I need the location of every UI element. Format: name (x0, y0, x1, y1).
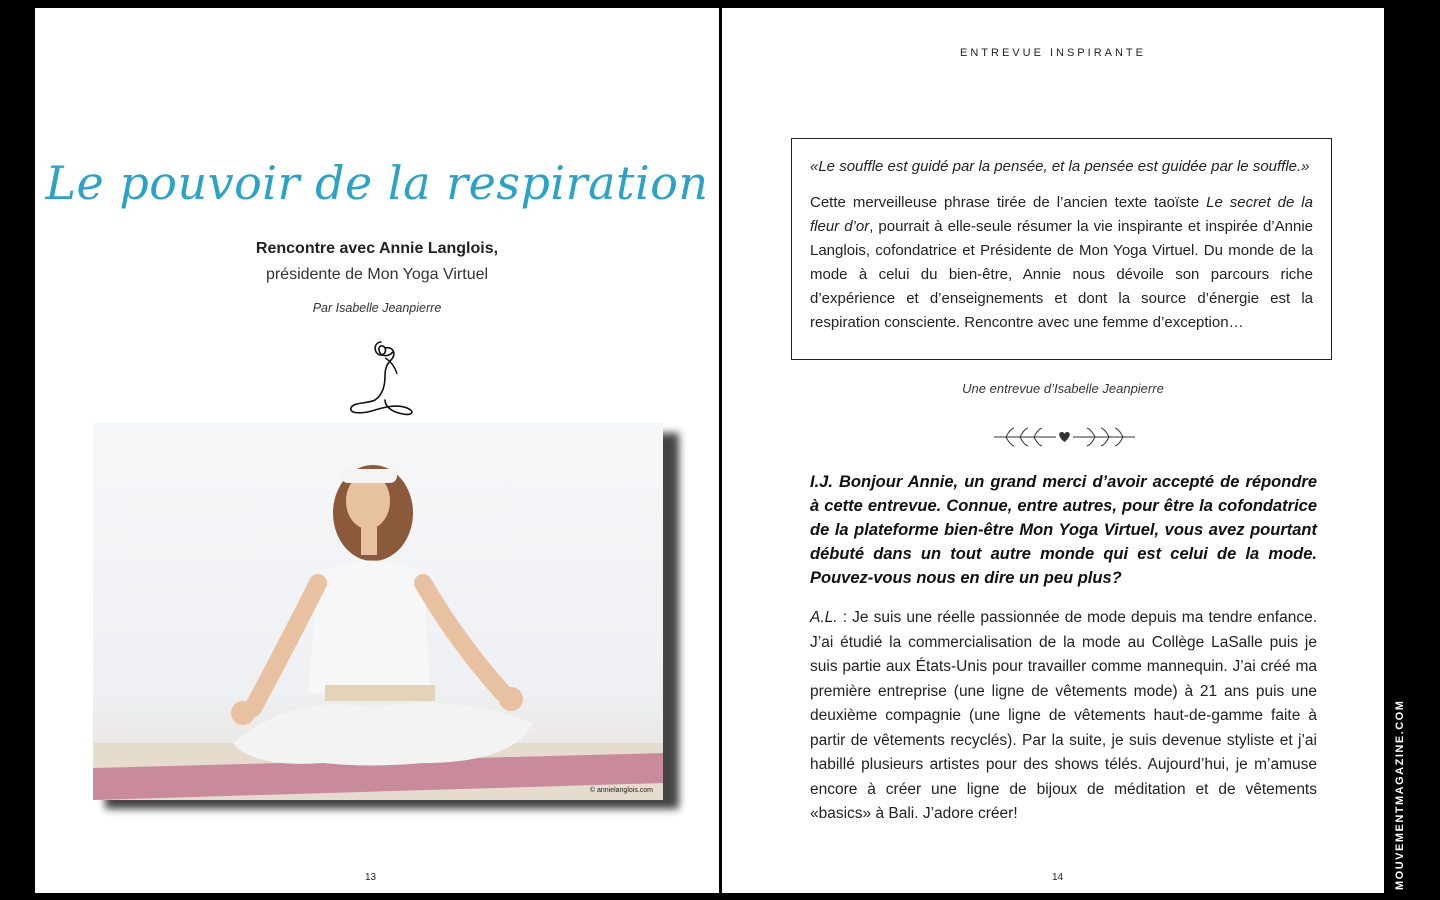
photo-credit: © annielanglois.com (589, 787, 653, 794)
page-number-left: 13 (365, 872, 377, 883)
article-title: Le pouvoir de la respiration (45, 156, 709, 210)
intro-book-title: Le secret de la fleur d’or (810, 194, 1313, 235)
intro-box (791, 138, 1332, 360)
section-label: ENTREVUE INSPIRANTE (960, 47, 1146, 59)
leaf-heart-ornament-icon (992, 426, 1137, 448)
article-subline: présidente de Mon Yoga Virtuel (265, 266, 489, 283)
answer-label: A.L. (810, 609, 838, 626)
article-subtitle: Rencontre avec Annie Langlois, (255, 240, 499, 257)
intro-text-start: Cette merveilleuse phrase tirée de l’ancien texte taoïste (810, 194, 1207, 211)
interview-credit: Une entrevue d’Isabelle Jeanpierre (962, 381, 1164, 396)
yoga-photo (93, 423, 663, 800)
article-byline: Par Isabelle Jeanpierre (312, 301, 442, 315)
interview-answer (810, 606, 1317, 827)
intro-quote: «Le souffle est guidé par la pensée, et la pensée est guidée par le souffle.» (810, 158, 1310, 175)
left-page (35, 8, 719, 893)
right-page (722, 8, 1384, 893)
answer-text: : Je suis une réelle passionnée de mode depuis ma tendre enfance. J’ai étudié la commercialisation de la mode au Collège LaSalle puis je suis partie aux États-Unis pour travailler comme mannequin. J’ai créé ma première entreprise (une ligne de vêtements mode) à 21 ans puis une deuxième compagnie (une ligne de vêtements haut-de-gamme faite à partir de vêtements recyclés). Par la suite, je suis devenue styliste et j’ai habillé plusieurs artistes pour des shows télés. Aujourd’hui, je m’amuse encore à créer une ligne de bijoux de méditation et de vêtements «basics» à Bali. J’adore créer! (810, 609, 1317, 822)
page-number-right: 14 (1052, 872, 1064, 883)
meditation-line-icon (345, 336, 421, 416)
intro-text-end: , pourrait à elle-seule résumer la vie inspirante et inspirée d’Annie Langlois, cofondatrice et Présidente de Mon Yoga Virtuel. Du monde de la mode à celui du bien-être, Annie nous dévoile son parcours riche d’expérience et d’enseignements et dont la source d’énergie est la respiration consciente. Rencontre avec une femme d’exception… (810, 218, 1313, 331)
intro-paragraph (810, 191, 1313, 335)
meditating-woman-illustration (93, 423, 663, 800)
magazine-url: MOUVEMENTMAGAZINE.COM (1394, 699, 1406, 890)
interview-question: I.J. Bonjour Annie, un grand merci d’avoir accepté de répondre à cette entrevue. Connue, entre autres, pour être la cofondatrice de la plateforme bien-être Mon Yoga Virtuel, vous avez pourtant débuté dans un tout autre monde qui est celui de la mode. Pouvez-vous nous en dire un peu plus? (810, 473, 1317, 587)
